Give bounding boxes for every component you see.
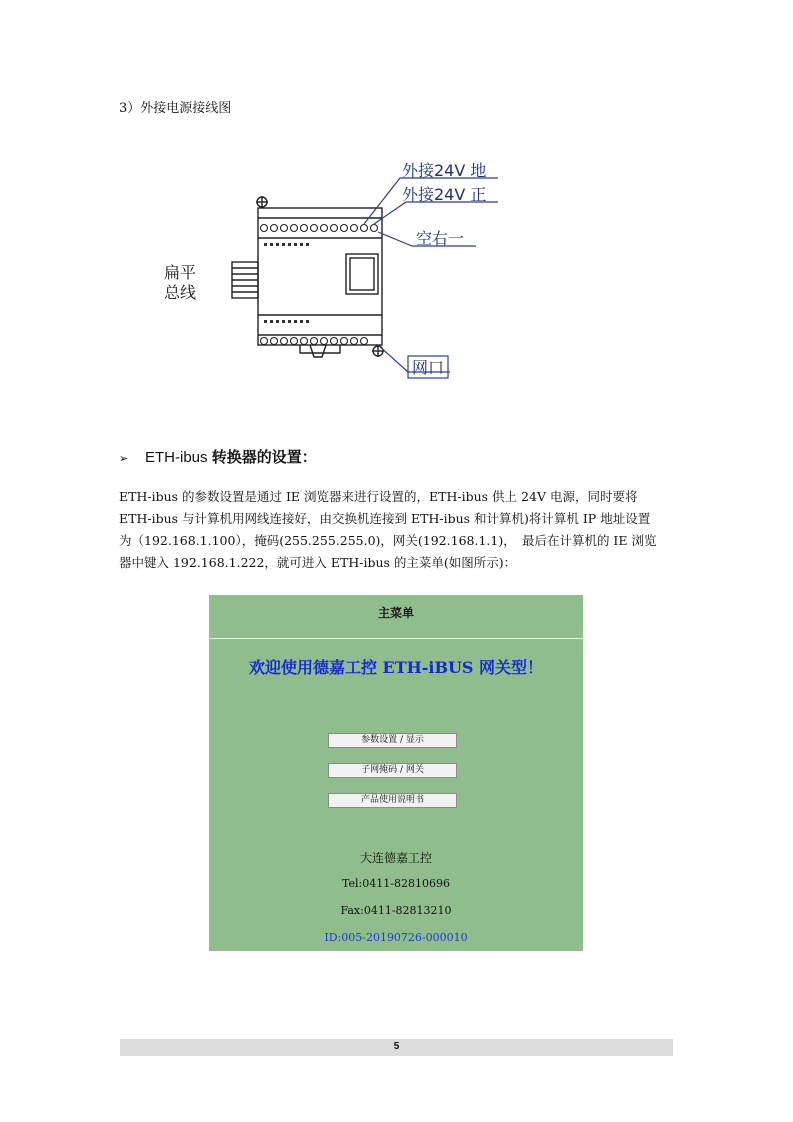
label-empty-right: 空右一: [416, 229, 465, 248]
telephone: Tel:0411-82810696: [342, 877, 450, 890]
label-24v-ground: 外接24V 地: [402, 161, 487, 180]
fax: Fax:0411-82813210: [340, 904, 452, 917]
power-wiring-diagram: [150, 140, 530, 390]
page-number: 5: [393, 1041, 400, 1052]
instructions-paragraph: [119, 486, 679, 574]
divider: [209, 638, 583, 639]
product-manual-button[interactable]: 产品使用说明书: [328, 793, 457, 808]
section-title-bold: 转换器的设置：: [211, 449, 317, 466]
paragraph-line: 器中键入 192.168.1.222，就可进入 ETH-ibus 的主菜单(如图所示)：: [119, 555, 517, 570]
label-24v-positive: 外接24V 正: [402, 185, 487, 204]
subnet-gateway-button[interactable]: 子网掩码 / 网关: [328, 763, 457, 778]
section-title-prefix: ETH-ibus: [145, 449, 212, 466]
label-flat-bus-2: 总线: [164, 283, 197, 302]
paragraph-line: ETH-ibus 与计算机用网线连接好，由交换机连接到 ETH-ibus 和计算机)将计算机 IP 地址设置: [119, 511, 651, 526]
device-id: ID:005-20190726-000010: [324, 931, 468, 944]
parameter-settings-button[interactable]: 参数设置 / 显示: [328, 733, 457, 748]
bullet-icon: ➢: [119, 453, 129, 465]
label-flat-bus-1: 扁平: [164, 263, 197, 282]
paragraph-line: ETH-ibus 的参数设置是通过 IE 浏览器来进行设置的，ETH-ibus 供上 24V 电源，同时要将: [119, 489, 638, 504]
welcome-message: 欢迎使用德嘉工控 ETH-iBUS 网关型！: [248, 658, 544, 677]
section-heading-power-wiring: 3）外接电源接线图: [119, 101, 232, 116]
label-net-port: 网口: [412, 358, 445, 377]
section-heading-eth-ibus: [119, 446, 317, 467]
paragraph-line: 为（192.168.1.100），掩码(255.255.255.0)，网关(192.168.1.1)， 最后在计算机的 IE 浏览: [119, 533, 657, 548]
main-menu-screenshot: [209, 595, 583, 951]
company-name: 大连德嘉工控: [359, 851, 432, 865]
main-menu-title: 主菜单: [377, 606, 414, 620]
